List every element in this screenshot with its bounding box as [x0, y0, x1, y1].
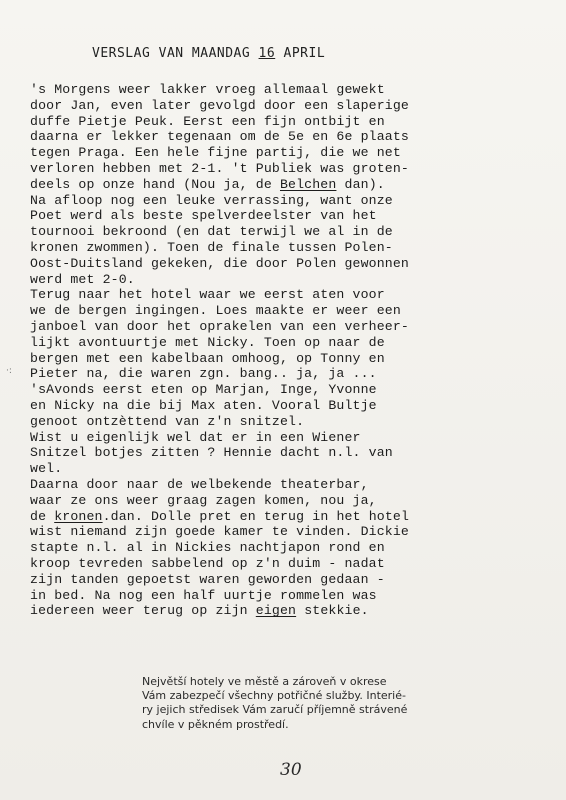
report-body [30, 82, 550, 619]
caption-line: Největší hotely ve městě a zároveň v okrese [142, 675, 387, 688]
caption-line: chvíle v pěkném prostředí. [142, 717, 289, 731]
text-segment: stekkie. [296, 603, 369, 619]
text-line: Oost-Duitsland gekeken, die door Polen gewonnen [30, 255, 409, 271]
caption-line: ry jejich středisek Vám zaručí příjemně strávené [142, 703, 408, 717]
text-line: en Nicky na die bij Max aten. Vooral Bultje [30, 397, 377, 413]
page-number: 30 [280, 760, 302, 780]
margin-mark: ·: [6, 366, 12, 376]
text-line: Poet werd als beste spelverdeelster van het [30, 208, 377, 224]
text-line: duffe Pietje Peuk. Eerst een fijn ontbijt en [30, 113, 385, 129]
text-line: Daarna door naar de welbekende theaterbar, [30, 476, 369, 492]
text-line: door Jan, even later gevolgd door een slaperige [30, 97, 409, 113]
text-line: Wist u eigenlijk wel dat er in een Wiener [30, 429, 361, 445]
title-day: 16 [258, 46, 276, 61]
page-title [92, 46, 325, 61]
text-line: kroop tevreden sabbelend op z'n duim - nadat [30, 555, 385, 571]
text-line: wist niemand zijn goede kamer te vinden. Dickie [30, 524, 409, 540]
underlined-word: kronen [54, 508, 103, 524]
text-line: werd met 2-0. [30, 271, 135, 287]
text-segment: de [30, 508, 55, 524]
text-line [30, 177, 550, 193]
text-line: we de bergen ingingen. Loes maakte er weer een [30, 303, 401, 319]
text-line: stapte n.l. al in Nickies nachtjapon rond en [30, 540, 385, 556]
text-line: tournooi bekroond (en dat terwijl we al in de [30, 224, 393, 240]
printed-caption [142, 675, 472, 732]
text-line [30, 603, 550, 619]
underlined-word: eigen [255, 603, 297, 619]
underlined-word: Belchen [279, 176, 337, 192]
text-line: verloren hebben met 2-1. 't Publiek was groten- [30, 160, 409, 176]
text-line [30, 509, 550, 525]
text-line: waar ze ons weer graag zagen komen, nou ja, [30, 492, 377, 508]
text-line: Snitzel botjes zitten ? Hennie dacht n.l. van [30, 445, 393, 461]
text-segment: dan). [336, 176, 385, 192]
text-segment: .dan. Dolle pret en terug in het hotel [102, 508, 410, 524]
text-line: 's Morgens weer lakker vroeg allemaal gewekt [30, 82, 385, 97]
text-segment: deels op onze hand (Nou ja, de [30, 176, 280, 192]
text-line: 'sAvonds eerst eten op Marjan, Inge, Yvonne [30, 382, 377, 398]
text-line: janboel van door het oprakelen van een verheer- [30, 318, 409, 334]
text-line: bergen met een kabelbaan omhoog, op Tonny en [30, 350, 385, 366]
text-segment: iedereen weer terug op zijn [30, 603, 256, 619]
text-line: genoot ontzèttend van z'n snitzel. [30, 413, 305, 429]
text-line: kronen zwommen). Toen de finale tussen Polen- [30, 239, 393, 255]
text-line: lijkt avontuurtje met Nicky. Toen op naar de [30, 334, 385, 350]
caption-line: Vám zabezpečí všechny potřičné služby. Interié- [142, 689, 406, 703]
title-month: APRIL [283, 46, 326, 61]
text-line: Pieter na, die waren zgn. bang.. ja, ja ... [30, 366, 377, 382]
text-line: daarna er lekker tegenaan om de 5e en 6e plaats [30, 129, 409, 145]
text-line: in bed. Na nog een half uurtje rommelen was [30, 587, 377, 603]
text-line: tegen Praga. Een hele fijne partij, die we net [30, 145, 401, 161]
text-line: Na afloop nog een leuke verrassing, want onze [30, 192, 393, 208]
text-line: Terug naar het hotel waar we eerst aten voor [30, 287, 385, 303]
text-line: zijn tanden gepoetst waren geworden gedaan - [30, 571, 385, 587]
title-prefix: VERSLAG VAN MAANDAG [92, 46, 251, 61]
text-line: wel. [30, 461, 63, 477]
